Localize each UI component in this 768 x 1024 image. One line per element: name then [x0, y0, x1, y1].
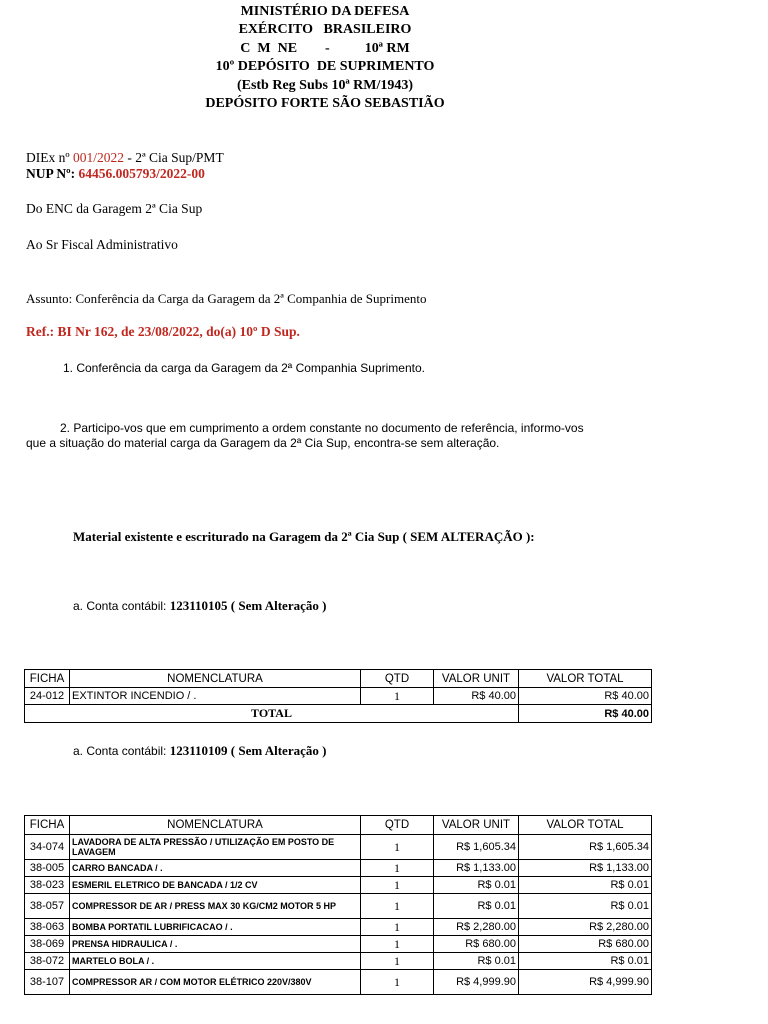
header-valor-total: VALOR TOTAL — [519, 816, 652, 835]
cell-valor-total: R$ 0.01 — [519, 877, 652, 894]
header-ficha: FICHA — [25, 670, 70, 688]
cell-valor-total: R$ 2,280.00 — [519, 919, 652, 936]
header-ministry: MINISTÉRIO DA DEFESA — [240, 4, 410, 19]
cell-valor-unit: R$ 4,999.90 — [434, 970, 519, 995]
header-command: C M NE - 10ª RM — [240, 40, 410, 56]
table-row — [25, 894, 652, 919]
total-value: R$ 40.00 — [519, 705, 652, 723]
cell-nomenclatura: COMPRESSOR AR / COM MOTOR ELÉTRICO 220V/380V — [70, 970, 361, 995]
nup-label: NUP Nº: — [26, 166, 79, 181]
cell-valor-unit: R$ 680.00 — [434, 936, 519, 953]
cell-ficha: 34-074 — [25, 835, 70, 860]
cell-valor-total: R$ 1,605.34 — [519, 835, 652, 860]
cell-ficha: 38-072 — [25, 953, 70, 970]
cell-qtd: 1 — [361, 688, 434, 705]
paragraph-2-line-1: 2. Participo-vos que em cumprimento a ordem constante no documento de referência, informo-vos — [60, 421, 584, 435]
table-row — [25, 835, 652, 860]
cell-valor-unit: R$ 0.01 — [434, 953, 519, 970]
cell-qtd: 1 — [361, 835, 434, 860]
paragraph-1: 1. Conferência da carga da Garagem da 2ª Companhia Suprimento. — [63, 361, 425, 375]
diex-suffix: - 2ª Cia Sup/PMT — [123, 150, 224, 165]
cell-qtd: 1 — [361, 894, 434, 919]
total-label: TOTAL — [25, 705, 519, 723]
cell-valor-total: R$ 0.01 — [519, 953, 652, 970]
section-title: Material existente e escriturado na Garagem da 2ª Cia Sup ( SEM ALTERAÇÃO ): — [73, 529, 535, 544]
table-row — [25, 877, 652, 894]
table-header-row — [25, 816, 652, 835]
header-valor-unit: VALOR UNIT — [434, 670, 519, 688]
cell-nomenclatura: EXTINTOR INCENDIO / . — [70, 688, 361, 705]
cell-ficha: 38-063 — [25, 919, 70, 936]
reference-line: Ref.: BI Nr 162, de 23/08/2022, do(a) 10º D Sup. — [26, 324, 300, 339]
cell-qtd: 1 — [361, 970, 434, 995]
header-establishment: (Estb Reg Subs 10ª RM/1943) — [236, 77, 414, 93]
header-depot: 10º DEPÓSITO DE SUPRIMENTO — [215, 59, 435, 75]
cell-nomenclatura: ESMERIL ELETRICO DE BANCADA / 1/2 CV — [70, 877, 361, 894]
cell-valor-unit: R$ 1,133.00 — [434, 860, 519, 877]
from-line: Do ENC da Garagem 2ª Cia Sup — [26, 201, 203, 216]
diex-number: 001/2022 — [72, 150, 124, 165]
nup-value: 64456.005793/2022-00 — [78, 166, 205, 181]
header-ficha: FICHA — [25, 816, 70, 835]
account-1-label: a. Conta contábil: — [73, 599, 170, 613]
cell-nomenclatura: BOMBA PORTATIL LUBRIFICACAO / . — [70, 919, 361, 936]
nup-line — [26, 166, 205, 182]
diex-prefix: DIEx nº — [26, 150, 73, 165]
cell-ficha: 38-005 — [25, 860, 70, 877]
header-nomenclatura: NOMENCLATURA — [70, 670, 361, 688]
account-1-number: 123110105 — [169, 598, 228, 613]
table-header-row — [25, 670, 652, 688]
header-qtd: QTD — [361, 816, 434, 835]
cell-ficha: 38-107 — [25, 970, 70, 995]
account-2-number: 123110109 — [169, 743, 228, 758]
cell-qtd: 1 — [361, 877, 434, 894]
cell-nomenclatura: LAVADORA DE ALTA PRESSÃO / UTILIZAÇÃO EM POSTO DE LAVAGEM — [70, 835, 361, 860]
account-2-label: a. Conta contábil: — [73, 744, 170, 758]
header-fort: DEPÓSITO FORTE SÃO SEBASTIÃO — [205, 96, 445, 112]
cell-valor-unit: R$ 0.01 — [434, 877, 519, 894]
document-header — [110, 3, 540, 113]
cell-ficha: 38-057 — [25, 894, 70, 919]
header-nomenclatura: NOMENCLATURA — [70, 816, 361, 835]
header-qtd: QTD — [361, 670, 434, 688]
table-row — [25, 970, 652, 995]
cell-nomenclatura: PRENSA HIDRAULICA / . — [70, 936, 361, 953]
table-row — [25, 860, 652, 877]
material-table-2 — [24, 815, 652, 995]
header-valor-total: VALOR TOTAL — [519, 670, 652, 688]
cell-valor-total: R$ 680.00 — [519, 936, 652, 953]
table-row — [25, 919, 652, 936]
cell-valor-unit: R$ 2,280.00 — [434, 919, 519, 936]
cell-qtd: 1 — [361, 860, 434, 877]
cell-valor-total: R$ 40.00 — [519, 688, 652, 705]
cell-ficha: 38-023 — [25, 877, 70, 894]
cell-qtd: 1 — [361, 919, 434, 936]
cell-nomenclatura: MARTELO BOLA / . — [70, 953, 361, 970]
cell-valor-total: R$ 4,999.90 — [519, 970, 652, 995]
header-valor-unit: VALOR UNIT — [434, 816, 519, 835]
account-1-status: ( Sem Alteração ) — [227, 598, 327, 613]
table-row — [25, 953, 652, 970]
cell-nomenclatura: COMPRESSOR DE AR / PRESS MAX 30 KG/CM2 MOTOR 5 HP — [70, 894, 361, 919]
cell-valor-unit: R$ 1,605.34 — [434, 835, 519, 860]
account-2-status: ( Sem Alteração ) — [227, 743, 327, 758]
total-row — [25, 705, 652, 723]
cell-valor-unit: R$ 0.01 — [434, 894, 519, 919]
header-army: EXÉRCITO BRASILEIRO — [238, 22, 412, 38]
paragraph-2-line-2: que a situação do material carga da Garagem da 2ª Cia Sup, encontra-se sem alteração. — [26, 436, 500, 450]
table-row — [25, 688, 652, 705]
cell-qtd: 1 — [361, 953, 434, 970]
table-row — [25, 936, 652, 953]
account-2-line — [73, 743, 326, 759]
cell-valor-total: R$ 0.01 — [519, 894, 652, 919]
material-table-1 — [24, 669, 652, 723]
account-1-line — [73, 598, 326, 614]
subject-line: Assunto: Conferência da Carga da Garagem da 2ª Companhia de Suprimento — [26, 291, 427, 306]
cell-nomenclatura: CARRO BANCADA / . — [70, 860, 361, 877]
cell-ficha: 24-012 — [25, 688, 70, 705]
cell-valor-unit: R$ 40.00 — [434, 688, 519, 705]
to-line: Ao Sr Fiscal Administrativo — [26, 237, 178, 252]
cell-valor-total: R$ 1,133.00 — [519, 860, 652, 877]
diex-line — [26, 150, 224, 166]
cell-qtd: 1 — [361, 936, 434, 953]
cell-ficha: 38-069 — [25, 936, 70, 953]
